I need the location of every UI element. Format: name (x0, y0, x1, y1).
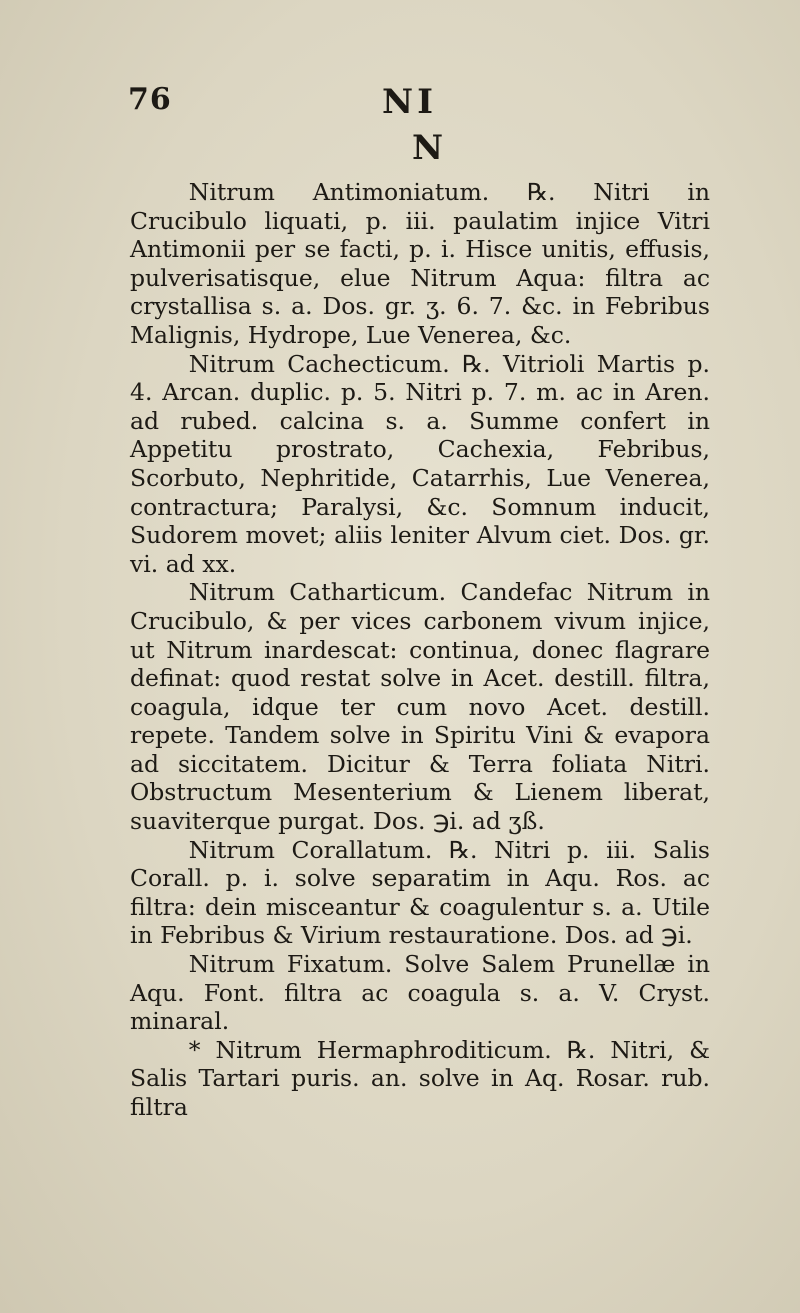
entry-nitrum-corallatum: Nitrum Corallatum. ℞. Nitri p. iii. Salis Corall. p. i. solve separatim in Aqu. Ros. ac filtra: dein misceantur & coagulentur s. a. Utile in Febribus & Virium restauratione. Dos. ad ℈i. (130, 835, 710, 950)
entry-nitrum-catharticum: Nitrum Catharticum. Candefac Nitrum in Crucibulo, & per vices carbonem vivum injice, ut Nitrum inardescat: continua, donec flagrare definat: quod restat solve in Acet. destill. filtra, coagula, idque ter cum novo Acet. destill. repete. Tandem solve in Spiritu Vini & evapora ad siccitatem. Dicitur & Terra foliata Nitri. Obstructum Mesenterium & Lienem liberat, suaviterque purgat. Dos. ℈i. ad ʒß. (130, 578, 710, 836)
entry-nitrum-antimoniatum: Nitrum Antimoniatum. ℞. Nitri in Crucibulo liquati, p. iii. paulatim injice Vitri Antimonii per se facti, p. i. Hisce unitis, effusis, pulverisatisque, elue Nitrum Aqua: filtra ac crystallisa s. a. Dos. gr. ʒ. 6. 7. &c. in Febribus Malignis, Hydrope, Lue Venerea, &c. (130, 178, 710, 349)
running-head: NI (382, 82, 437, 122)
entry-nitrum-hermaphroditicum: * Nitrum Hermaphroditicum. ℞. Nitri, & Salis Tartari puris. an. solve in Aq. Rosar. rub. filtra (130, 1035, 710, 1121)
dictionary-text (130, 178, 710, 1122)
page-number: 76 (128, 82, 172, 117)
entry-nitrum-fixatum: Nitrum Fixatum. Solve Salem Prunellæ in Aqu. Font. filtra ac coagula s. a. V. Cryst. minaral. (130, 950, 710, 1036)
entry-nitrum-cachecticum: Nitrum Cachecticum. ℞. Vitrioli Martis p. 4. Arcan. duplic. p. 5. Nitri p. 7. m. ac in Aren. ad rubed. calcina s. a. Summe confert in Appetitu prostrato, Cachexia, Febribus, Scorbuto, Nephritide, Catarrhis, Lue Venerea, contractura; Paralysi, &c. Somnum inducit, Sudorem movet; aliis leniter Alvum ciet. Dos. gr. vi. ad xx. (130, 349, 710, 578)
section-letter: N (412, 128, 444, 168)
